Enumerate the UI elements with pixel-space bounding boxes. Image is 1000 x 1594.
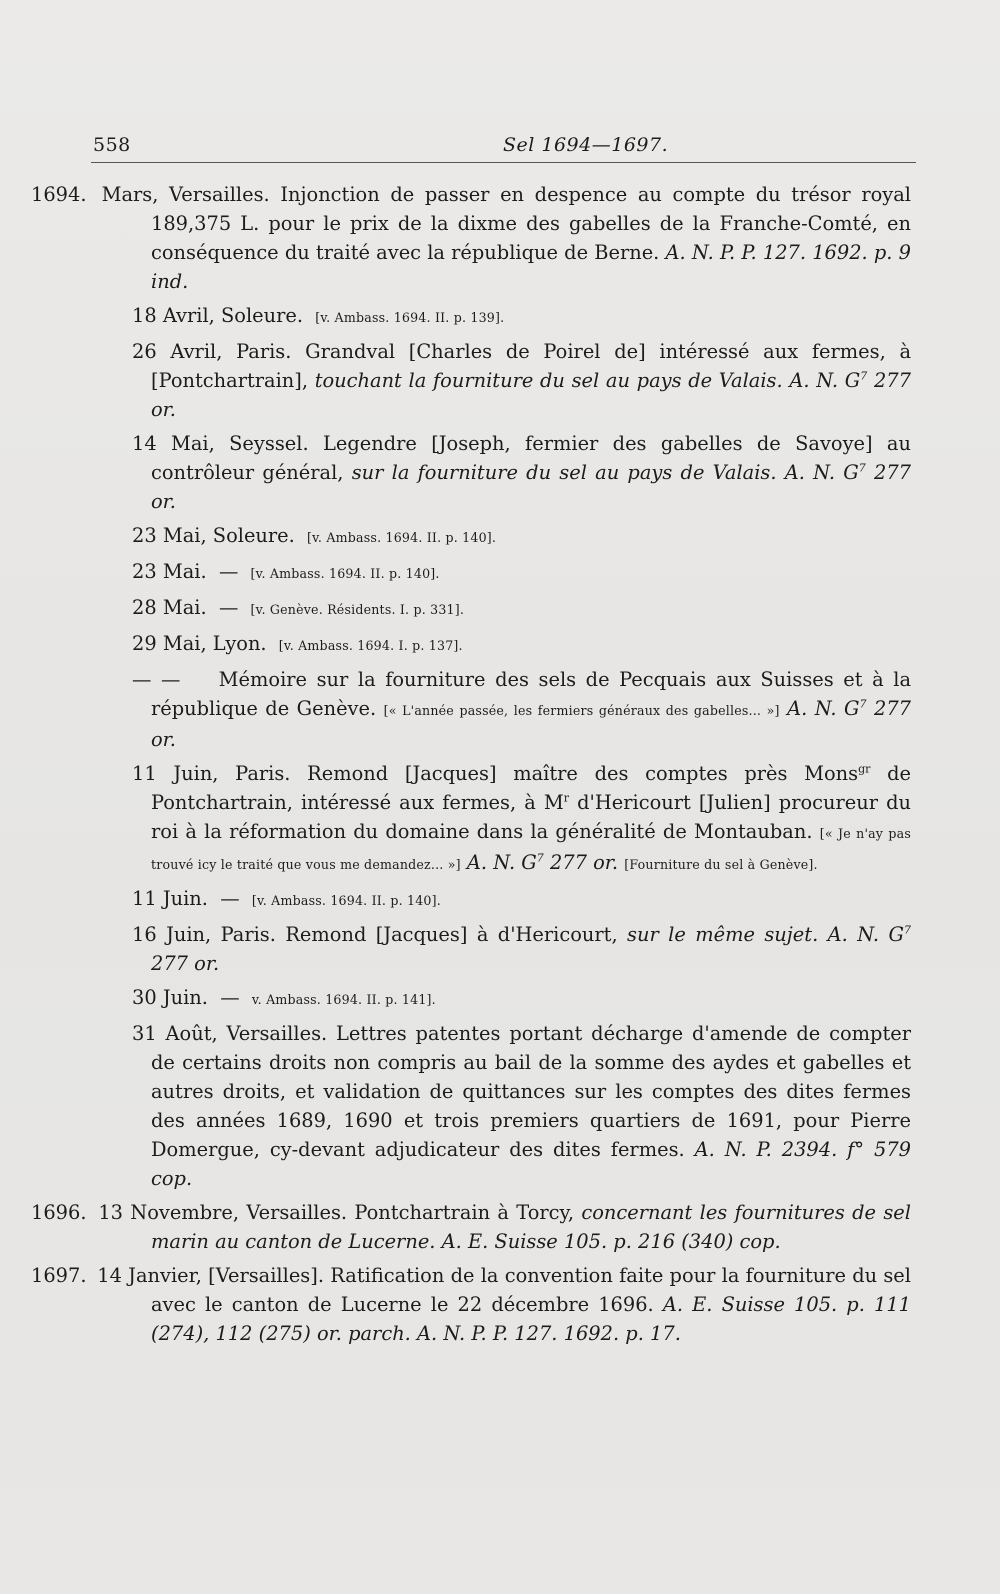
entry-date: 18 Avril, Soleure. (132, 304, 304, 327)
entry-source: A. N. G (787, 697, 860, 720)
entry-text: Lettres patentes portant décharge d'amende de compter de certains droits non compris au bail de la somme des aydes et gabelles et autres droits, et validation de quittances sur les comptes des dites fermes des années 1689, 1690 et trois premiers quartiers de 1691, pour Pierre Domergue, cy-devant adjudicateur des dites fermes. (151, 1022, 911, 1161)
entry-date: 11 Juin. (132, 887, 208, 910)
entry-text: Ratification de la convention faite pour la fourniture du sel avec le canton de Lucerne le 22 décembre 1696. (151, 1264, 911, 1316)
entry-source-tail: 277 or. (151, 952, 220, 975)
entry-source: touchant la fourniture du sel au pays de Valais. A. N. G (314, 369, 861, 392)
entry (91, 629, 911, 660)
entry-date: 31 Août, Versailles. (132, 1022, 328, 1045)
entry-reference: [v. Ambass. 1694. I. p. 137]. (278, 638, 463, 653)
entry-date: 23 Mai. (132, 560, 207, 583)
entry-dash: — (218, 560, 239, 583)
running-title: Sel 1694—1697. (503, 134, 669, 156)
entry-source-tail: 277 or. (151, 697, 912, 751)
entry-source: A. N. P. 2394. f° 579 cop. (151, 1138, 911, 1190)
entry-source-tail: 277 or. (151, 461, 911, 513)
entry-text: Pontchartrain à Torcy, (354, 1201, 575, 1224)
entry-date: 30 Juin. (132, 986, 208, 1009)
entry (91, 593, 911, 624)
document-body (31, 180, 912, 1353)
entry-dash: — (220, 887, 240, 910)
entry-source: sur le même sujet. A. N. G (627, 923, 904, 946)
entry-sup: 7 (860, 369, 868, 383)
entry-dash: — (220, 986, 240, 1009)
entry-date: 29 Mai, Lyon. (132, 632, 267, 655)
entry-text: Remond [Jacques] à d'Hericourt, (285, 923, 618, 946)
entry-text: Grandval [Charles de Poirel de] intéressé aux fermes, à [Pontchartrain], (151, 340, 911, 392)
entry-reference: [v. Ambass. 1694. II. p. 139]. (315, 310, 505, 325)
entry-date: 14 Janvier, [Versailles]. (97, 1264, 324, 1287)
entry-text: Legendre [Joseph, fermier des gabelles de Savoye] au contrôleur général, (151, 432, 911, 484)
entry-text: d'Hericourt [Julien] procureur du roi à la réformation du domaine dans la généralité de Montauban. (151, 791, 911, 843)
page-number: 558 (93, 134, 131, 156)
entry-sup: gr (858, 762, 871, 776)
entry-date: 13 Novembre, Versailles. (98, 1201, 348, 1224)
entry-source-tail: 277 or. (151, 369, 911, 421)
entry: 1696. 13 Novembre, Versailles. Pontchartrain à Torcy, concernant les fournitures de sel marin au canton de Lucerne. A. E. Suisse 105. p. 216 (340) cop. (31, 1201, 911, 1253)
entry: 1697. 14 Janvier, [Versailles]. Ratification de la convention faite pour la fourniture du sel avec le canton de Lucerne le 22 décembre 1696. A. E. Suisse 105. p. 111 (274), 112 (275) or. parch. A. N. P. P. 127. 1692. p. 17. (31, 1264, 912, 1345)
entry-reference: [« L'année passée, les fermiers généraux des gabelles... »] (383, 703, 780, 718)
entry-sup: r (563, 791, 570, 805)
header-rule (91, 162, 916, 163)
entry-text: Remond [Jacques] maître des comptes près Mons (307, 762, 859, 785)
entry-sup: 7 (859, 697, 867, 711)
entry-source: sur la fourniture du sel au pays de Valais. A. N. G (351, 461, 859, 484)
entry-reference: [v. Genève. Résidents. I. p. 331]. (250, 602, 465, 617)
entry (91, 521, 911, 552)
entry-source: A. N. G (466, 851, 537, 874)
entry-reference: [v. Ambass. 1694. II. p. 140]. (251, 893, 441, 908)
entry-source: A. E. Suisse 105. p. 111 (274), 112 (275) or. parch. A. N. P. P. 127. 1692. p. 17. (151, 1293, 912, 1345)
entry (91, 983, 911, 1014)
entry (91, 665, 911, 754)
entry-sup: 7 (858, 461, 866, 475)
entry-source: concernant les fournitures de sel marin au canton de Lucerne. A. E. Suisse 105. p. 216 (340) cop. (151, 1201, 911, 1253)
entry-date: 14 Mai, Seyssel. (132, 432, 309, 455)
entry-date: 23 Mai, Soleure. (132, 524, 295, 547)
entry-text: Mémoire sur la fourniture des sels de Pecquais aux Suisses et à la république de Genève. (151, 668, 912, 720)
entry-date: 26 Avril, Paris. (132, 340, 292, 363)
entry-sup: 7 (904, 923, 911, 937)
entry-reference: [v. Ambass. 1694. II. p. 140]. (307, 530, 497, 545)
entry-reference: [Fourniture du sel à Genève]. (624, 857, 818, 872)
entry (91, 557, 911, 588)
entry-sup: 7 (536, 851, 544, 865)
entry (91, 1019, 911, 1193)
entry-dash: — (218, 596, 239, 619)
entry-text: de Pontchartrain, intéressé aux fermes, à M (151, 762, 911, 814)
entry-date: 28 Mai. (132, 596, 207, 619)
entry-date: — — (132, 668, 181, 691)
entry-reference: [« Je n'ay pas trouvé icy le traité que vous me demandez... »] (151, 826, 912, 872)
entry-date: Mars, Versailles. (101, 183, 270, 206)
entry-source-tail: 277 or. (543, 851, 619, 874)
entry-reference: [v. Ambass. 1694. II. p. 140]. (250, 566, 440, 581)
entry-text: Injonction de passer en despence au compte du trésor royal 189,375 L. pour le prix de la dixme des gabelles de la Franche-Comté, en conséquence du traité avec la république de Berne. (151, 183, 911, 264)
entry-date: 16 Juin, Paris. (132, 923, 276, 946)
entry (91, 337, 911, 424)
entry (91, 759, 911, 879)
entry-source: A. N. P. P. 127. 1692. p. 9 ind. (151, 241, 911, 293)
entry (91, 884, 911, 915)
entry: 1694. Mars, Versailles. Injonction de passer en despence au compte du trésor royal 189,375 L. pour le prix de la dixme des gabelles de la Franche-Comté, en conséquence du traité avec la république de Berne. A. N. P. P. 127. 1692. p. 9 ind. (31, 183, 911, 293)
entry (91, 429, 911, 516)
entry-reference: v. Ambass. 1694. II. p. 141]. (251, 992, 436, 1007)
entry (91, 301, 911, 332)
entry-date: 11 Juin, Paris. (132, 762, 291, 785)
entry (91, 920, 911, 978)
